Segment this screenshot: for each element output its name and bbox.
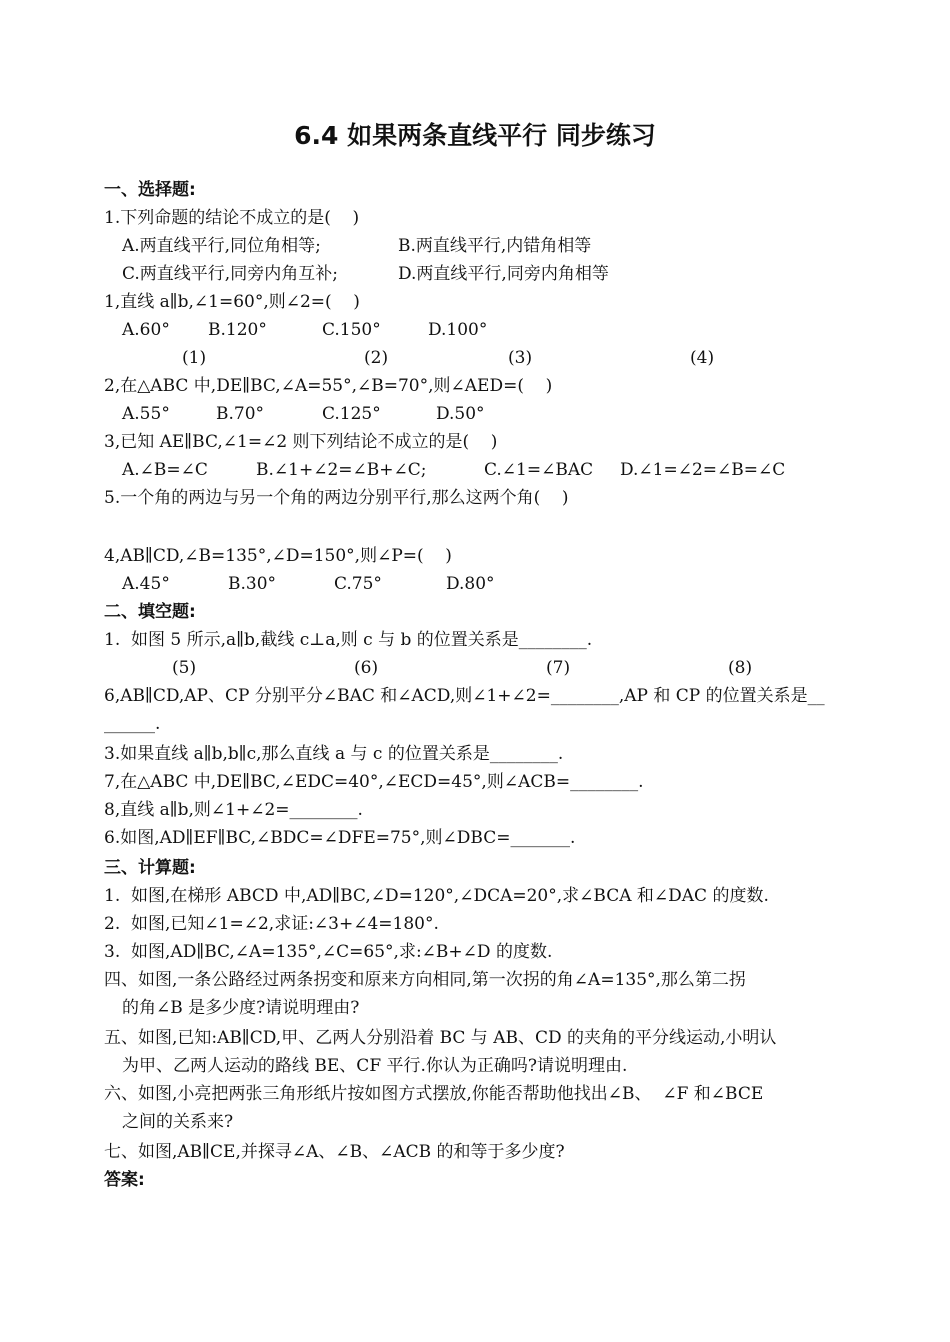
figure-caption-5: (5) xyxy=(172,658,197,678)
question-3-option-c: C.125° xyxy=(322,404,381,424)
section-heading-choice: 一、选择题: xyxy=(104,180,196,200)
fill-question-5: 8,直线 a∥b,则∠1+∠2=________. xyxy=(104,800,363,820)
calc-question-2: 2. 如图,已知∠1=∠2,求证:∠3+∠4=180°. xyxy=(104,914,439,934)
question-2-option-c: C.150° xyxy=(322,320,381,340)
problem-6-line1: 六、如图,小亮把两张三角形纸片按如图方式摆放,你能否帮助他找出∠B、 ∠F 和∠BCE xyxy=(104,1084,764,1104)
question-4-option-c: C.∠1=∠BAC xyxy=(484,460,594,480)
problem-7: 七、如图,AB∥CE,并探寻∠A、∠B、∠ACB 的和等于多少度? xyxy=(104,1142,565,1162)
figure-caption-2: (2) xyxy=(364,348,389,368)
question-2-option-b: B.120° xyxy=(208,320,267,340)
figure-caption-4: (4) xyxy=(690,348,715,368)
fill-question-1: 1. 如图 5 所示,a∥b,截线 c⊥a,则 c 与 b 的位置关系是________. xyxy=(104,630,593,650)
problem-5-line1: 五、如图,已知:AB∥CD,甲、乙两人分别沿着 BC 与 AB、CD 的夹角的平分线运动,小明认 xyxy=(104,1028,777,1048)
question-4-option-b: B.∠1+∠2=∠B+∠C; xyxy=(256,460,427,480)
figure-caption-1: (1) xyxy=(182,348,207,368)
question-2-option-a: A.60° xyxy=(122,320,170,340)
question-4-stem: 3,已知 AE∥BC,∠1=∠2 则下列结论不成立的是( ) xyxy=(104,432,498,452)
fill-question-4: 7,在△ABC 中,DE∥BC,∠EDC=40°,∠ECD=45°,则∠ACB=________. xyxy=(104,772,644,792)
page-title: 6.4 如果两条直线平行 同步练习 xyxy=(294,121,656,150)
question-6-option-c: C.75° xyxy=(334,574,382,594)
fill-question-3: 3.如果直线 a∥b,b∥c,那么直线 a 与 c 的位置关系是________. xyxy=(104,744,564,764)
figure-caption-7: (7) xyxy=(546,658,571,678)
section-heading-fill: 二、填空题: xyxy=(104,602,196,622)
problem-6-line2: 之间的关系来? xyxy=(122,1112,234,1132)
fill-question-2-line1: 6,AB∥CD,AP、CP 分别平分∠BAC 和∠ACD,则∠1+∠2=________,AP 和 CP 的位置关系是__ xyxy=(104,686,825,706)
fill-question-6: 6.如图,AD∥EF∥BC,∠BDC=∠DFE=75°,则∠DBC=_______. xyxy=(104,828,576,848)
question-3-option-a: A.55° xyxy=(122,404,170,424)
question-5-stem: 5.一个角的两边与另一个角的两边分别平行,那么这两个角( ) xyxy=(104,488,569,508)
question-1-option-d: D.两直线平行,同旁内角相等 xyxy=(398,264,609,284)
calc-question-3: 3. 如图,AD∥BC,∠A=135°,∠C=65°,求:∠B+∠D 的度数. xyxy=(104,942,553,962)
question-1-stem: 1.下列命题的结论不成立的是( ) xyxy=(104,208,360,228)
question-2-option-d: D.100° xyxy=(428,320,488,340)
question-6-option-b: B.30° xyxy=(228,574,277,594)
question-3-option-d: D.50° xyxy=(436,404,485,424)
question-3-option-b: B.70° xyxy=(216,404,265,424)
answer-heading: 答案: xyxy=(104,1170,145,1190)
problem-5-line2: 为甲、乙两人运动的路线 BE、CF 平行.你认为正确吗?请说明理由. xyxy=(122,1056,628,1076)
problem-4-line1: 四、如图,一条公路经过两条拐变和原来方向相同,第一次拐的角∠A=135°,那么第二拐 xyxy=(104,970,746,990)
question-6-option-a: A.45° xyxy=(122,574,170,594)
question-3-stem: 2,在△ABC 中,DE∥BC,∠A=55°,∠B=70°,则∠AED=( ) xyxy=(104,376,553,396)
figure-caption-8: (8) xyxy=(728,658,753,678)
question-1-option-a: A.两直线平行,同位角相等; xyxy=(122,236,321,256)
figure-caption-3: (3) xyxy=(508,348,533,368)
problem-4-line2: 的角∠B 是多少度?请说明理由? xyxy=(122,998,360,1018)
section-heading-calc: 三、计算题: xyxy=(104,858,196,878)
fill-question-2-line2: ______. xyxy=(104,714,161,734)
question-4-option-d: D.∠1=∠2=∠B=∠C xyxy=(620,460,786,480)
question-4-option-a: A.∠B=∠C xyxy=(122,460,208,480)
question-1-option-b: B.两直线平行,内错角相等 xyxy=(398,236,592,256)
question-2-stem: 1,直线 a∥b,∠1=60°,则∠2=( ) xyxy=(104,292,360,312)
figure-caption-6: (6) xyxy=(354,658,379,678)
calc-question-1: 1. 如图,在梯形 ABCD 中,AD∥BC,∠D=120°,∠DCA=20°,求∠BCA 和∠DAC 的度数. xyxy=(104,886,769,906)
question-1-option-c: C.两直线平行,同旁内角互补; xyxy=(122,264,338,284)
question-6-option-d: D.80° xyxy=(446,574,495,594)
question-6-stem: 4,AB∥CD,∠B=135°,∠D=150°,则∠P=( ) xyxy=(104,546,452,566)
